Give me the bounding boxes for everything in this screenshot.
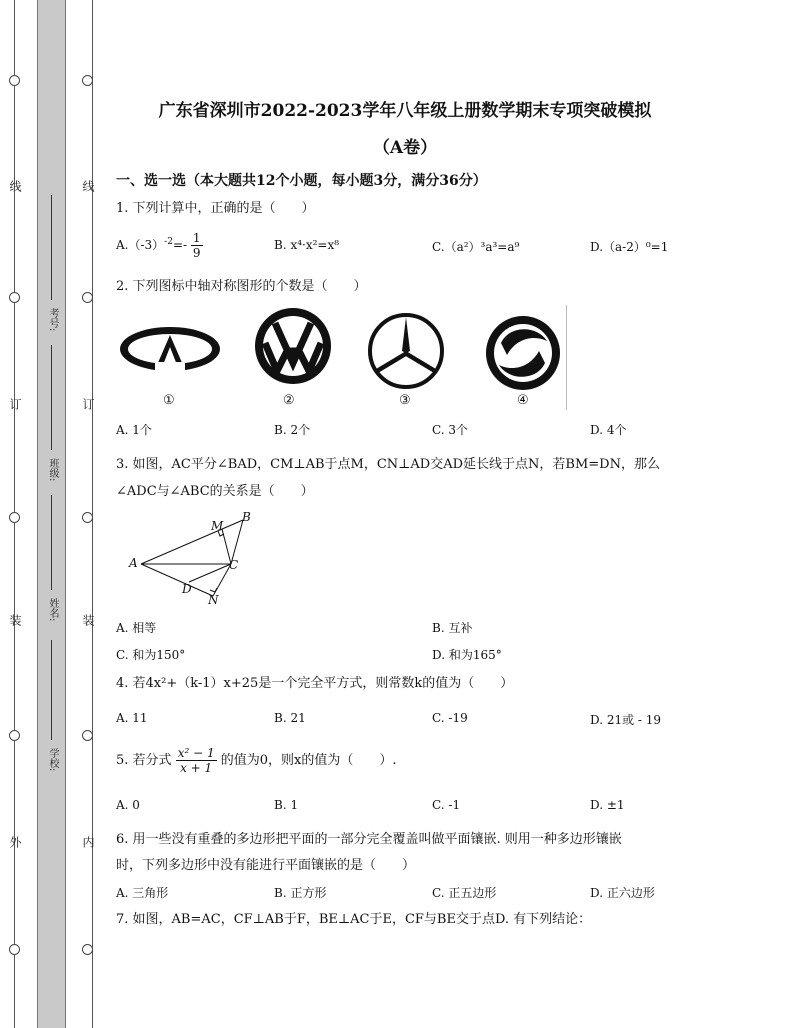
q1-a-fraction [191, 231, 203, 260]
question-6-stem-line2: 时，下列多边形中没有能进行平面镶嵌的是（ ） [116, 858, 416, 873]
q4-option-a[interactable]: A. 11 [116, 711, 148, 725]
margin-label-wai: 外 [8, 836, 22, 848]
point-label-c: C [229, 558, 239, 572]
point-label-m: M [211, 519, 224, 533]
q1-a-equals: =- [172, 238, 188, 252]
q5-fraction [176, 746, 217, 775]
q1-option-c[interactable]: C.（a²）³a³=a⁹ [432, 240, 520, 254]
q1-a-base: A.（-3） [116, 238, 165, 252]
dongfeng-logo-icon [483, 313, 563, 397]
q6-option-b[interactable]: B. 正方形 [274, 886, 327, 900]
infiniti-logo-icon [115, 307, 225, 391]
q6-option-c[interactable]: C. 正五边形 [432, 886, 497, 900]
field-line-banji[interactable] [51, 345, 52, 450]
question-1-stem: 1. 下列计算中，正确的是（ ） [116, 201, 315, 216]
margin-label-zhuang: 装 [81, 614, 95, 626]
q1-a-exponent: -2 [164, 237, 173, 247]
q3-option-d[interactable]: D. 和为165° [432, 648, 502, 662]
question-4-stem: 4. 若4x²+（k-1）x+25是一个完全平方式，则常数k的值为（ ） [116, 676, 514, 691]
q1-option-d[interactable]: D.（a-2）⁰=1 [590, 240, 669, 254]
binding-hole [9, 730, 20, 741]
margin-label-line: 线 [8, 180, 22, 192]
page-title: 广东省深圳市2022-2023学年八年级上册数学期末专项突破模拟 [158, 101, 652, 121]
binding-hole [9, 75, 20, 86]
q1-a-numerator: 1 [192, 231, 201, 245]
field-label-banji: 班级: [47, 458, 58, 482]
point-label-d: D [182, 582, 192, 596]
q3-geometry-figure [125, 510, 265, 614]
field-line-xingming[interactable] [51, 495, 52, 590]
logo-caption-1: ① [163, 393, 175, 408]
q5-option-b[interactable]: B. 1 [274, 798, 299, 812]
binding-hole [82, 75, 93, 86]
margin-label-nei: 内 [81, 836, 95, 848]
logo-caption-2: ② [283, 393, 295, 408]
field-label-xuexiao: 学校: [47, 748, 58, 772]
question-3-stem-line2: ∠ADC与∠ABC的关系是（ ） [116, 484, 314, 499]
q5-prefix: 5. 若分式 [116, 753, 172, 768]
q2-option-c[interactable]: C. 3个 [432, 423, 469, 437]
binding-hole [82, 730, 93, 741]
question-6-stem-line1: 6. 用一些没有重叠的多边形把平面的一部分完全覆盖叫做平面镶嵌. 则用一种多边形镶嵌 [116, 832, 622, 847]
q5-numerator: x² − 1 [177, 746, 215, 760]
field-line-kaohao[interactable] [51, 195, 52, 300]
section-heading: 一、选一选（本大题共12个小题，每小题3分，满分36分） [116, 173, 487, 189]
margin-label-line: 线 [81, 180, 95, 192]
question-7-stem: 7. 如图，AB=AC，CF⊥AB于F，BE⊥AC于E，CF与BE交于点D. 有下列结论： [116, 912, 592, 927]
binding-hole [82, 512, 93, 523]
binding-hole [9, 944, 20, 955]
question-3-stem-line1: 3. 如图，AC平分∠BAD，CM⊥AB于点M，CN⊥AD交AD延长线于点N，若BM=DN，那么 [116, 457, 660, 472]
q6-option-a[interactable]: A. 三角形 [116, 886, 169, 900]
q6-option-d[interactable]: D. 正六边形 [590, 886, 655, 900]
binding-hole [82, 292, 93, 303]
question-2-stem: 2. 下列图标中轴对称图形的个数是（ ） [116, 279, 367, 294]
q3-option-a[interactable]: A. 相等 [116, 621, 157, 635]
point-label-b: B [242, 510, 251, 524]
q5-suffix: 的值为0，则x的值为（ ）. [220, 753, 397, 768]
q4-option-b[interactable]: B. 21 [274, 711, 306, 725]
point-label-a: A [129, 556, 138, 570]
margin-label-ding: 订 [8, 398, 22, 410]
binding-hole [82, 944, 93, 955]
q3-option-c[interactable]: C. 和为150° [116, 648, 186, 662]
q4-option-c[interactable]: C. -19 [432, 711, 468, 725]
q1-a-denominator: 9 [192, 246, 201, 260]
logo-caption-3: ③ [399, 393, 411, 408]
binding-hole [9, 292, 20, 303]
q2-option-b[interactable]: B. 2个 [274, 423, 311, 437]
q5-option-c[interactable]: C. -1 [432, 798, 461, 812]
margin-label-zhuang: 装 [8, 614, 22, 626]
q4-option-d[interactable]: D. 21或 - 19 [590, 713, 662, 727]
q5-option-d[interactable]: D. ±1 [590, 798, 625, 812]
logo-caption-4: ④ [517, 393, 529, 408]
field-line-xuexiao[interactable] [51, 640, 52, 740]
q2-option-a[interactable]: A. 1个 [116, 423, 152, 437]
binding-hole [9, 512, 20, 523]
q5-denominator: x + 1 [180, 761, 213, 775]
q5-option-a[interactable]: A. 0 [116, 798, 140, 812]
mercedes-logo-icon [366, 311, 446, 395]
field-label-kaohao: 考号: [47, 308, 58, 332]
q3-option-b[interactable]: B. 互补 [432, 621, 473, 635]
volkswagen-logo-icon [253, 305, 333, 391]
margin-label-ding: 订 [81, 398, 95, 410]
point-label-n: N [208, 593, 219, 607]
question-5-stem [116, 746, 396, 775]
page-subtitle: （A卷） [372, 138, 438, 158]
field-label-xingming: 姓名: [47, 598, 58, 622]
figure-border [566, 305, 567, 410]
q1-option-b[interactable]: B. x⁴·x²=x⁸ [274, 238, 340, 252]
q2-option-d[interactable]: D. 4个 [590, 423, 627, 437]
q1-option-a[interactable] [116, 231, 203, 260]
